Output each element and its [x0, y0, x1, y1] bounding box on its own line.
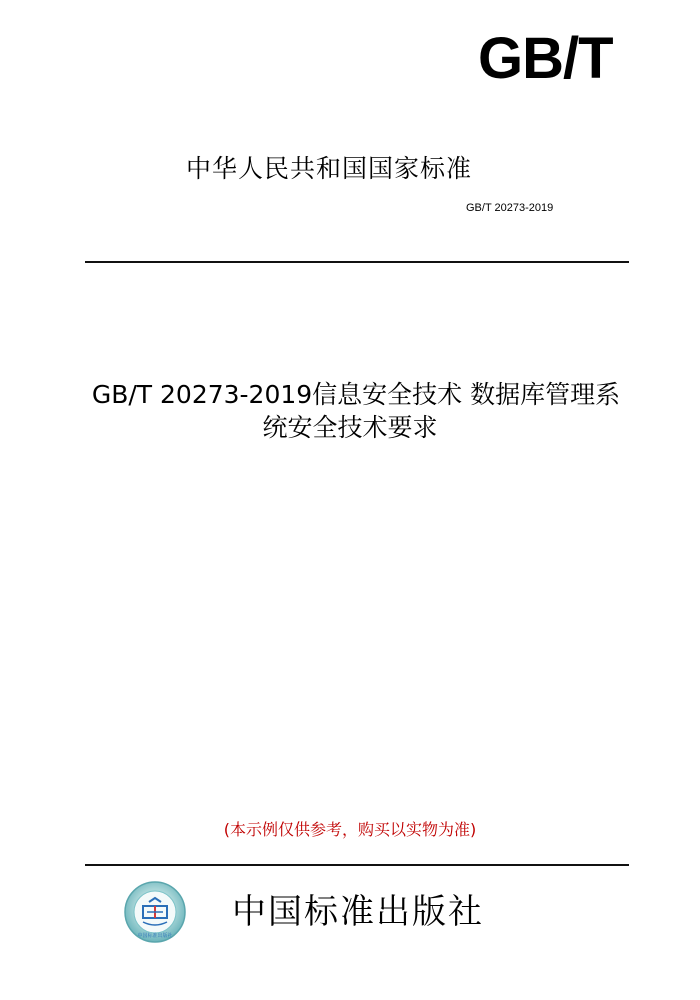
header-divider: [85, 261, 629, 263]
standard-number: GB/T 20273-2019: [466, 202, 554, 214]
svg-text:中国标准出版社: 中国标准出版社: [137, 933, 173, 939]
publisher-seal-icon: [123, 880, 187, 944]
publisher-name: 中国标准出版社: [232, 892, 484, 932]
footer-divider: [85, 864, 629, 866]
standard-title: [0, 378, 700, 444]
title-line-1: GB/T 20273-2019信息安全技术 数据库管理系: [91, 380, 621, 409]
issuer-name: 中华人民共和国国家标准: [186, 154, 473, 183]
title-line-2: 统安全技术要求: [262, 413, 438, 442]
gbt-logo: GB/T: [478, 26, 613, 91]
sample-disclaimer: (本示例仅供参考，购买以实物为准): [223, 820, 477, 839]
